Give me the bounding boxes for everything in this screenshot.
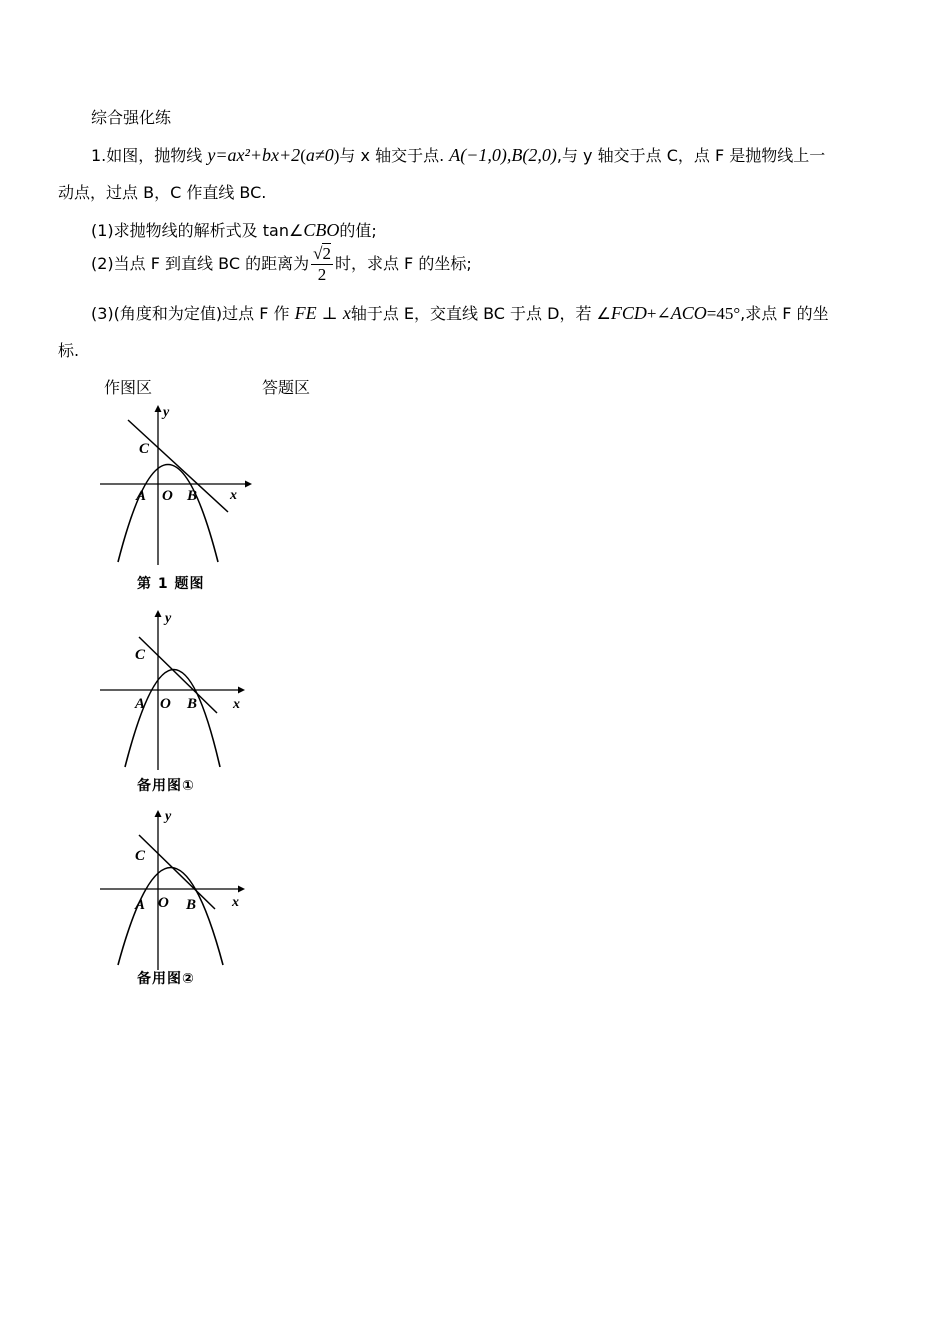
y-label: y (165, 611, 172, 626)
question-3 (91, 303, 829, 324)
origin-label: O (160, 696, 171, 712)
q2-prefix: (2)当点 F 到直线 BC 的距离为 (91, 254, 310, 273)
section-title: 综合强化练 (91, 108, 172, 127)
problem-intro-line: 1.如图，抛物线 y=ax²+bx+2(a≠0)与 x 轴交于点. A(−1,0),B(2,0),与 y 轴交于点 C，点 F 是抛物线上一 (91, 145, 826, 165)
line-bc (139, 637, 217, 713)
x-label: x (232, 895, 239, 910)
point-c-label: C (139, 441, 150, 457)
point-b-label: B (187, 696, 198, 712)
figure-1-caption: 第 1 题图 (137, 576, 205, 592)
intro-text-1: 1.如图，抛物线 (91, 146, 203, 165)
point-a-label: A (136, 488, 147, 504)
q3-fe: FE (294, 303, 317, 323)
sqrt2-over-2-fraction: $\frac{√2}{2}$ (313, 244, 331, 284)
problem-intro-line-2: 动点，过点 B，C 作直线 BC. (58, 183, 267, 202)
x-label: x (233, 697, 240, 712)
q2-frac-num: 2 (322, 244, 331, 263)
intro-text-2: 与 x 轴交于点. (339, 146, 445, 165)
intro-text-3: ,与 y 轴交于点 C，点 F 是抛物线上一 (556, 146, 826, 165)
point-c-label: C (135, 848, 146, 864)
parabola (125, 670, 220, 768)
parabola (118, 868, 223, 966)
parabola (118, 465, 218, 563)
y-axis-arrow (155, 610, 162, 617)
q1-suffix: 的值; (339, 221, 377, 240)
origin-label: O (162, 488, 173, 504)
q3-suffix: ,求点 F 的坐 (740, 304, 829, 323)
x-axis-arrow (238, 886, 245, 893)
q3-mid: 轴于点 E，交直线 BC 于点 D，若 ∠ (350, 304, 611, 323)
x-axis-arrow (245, 481, 252, 488)
q3-fcd: FCD (610, 303, 647, 323)
figure-1-graph (95, 400, 255, 570)
q3-eq: =45° (706, 304, 741, 323)
point-c-label: C (135, 647, 146, 663)
figure-3-graph (95, 805, 255, 975)
point-a-label: A (135, 897, 146, 913)
x-label: x (230, 488, 237, 503)
figure-3-caption: 备用图② (137, 971, 195, 987)
q3-prefix: (3)(角度和为定值)过点 F 作 (91, 304, 290, 323)
origin-label: O (158, 895, 169, 911)
x-axis-arrow (238, 687, 245, 694)
y-axis-arrow (155, 810, 162, 817)
figure-2-caption: 备用图① (137, 778, 195, 794)
q1-prefix: (1)求抛物线的解析式及 tan∠ (91, 221, 304, 240)
q3-x: x (342, 303, 351, 323)
equation: y=ax²+bx+2 (207, 145, 301, 165)
line-bc (139, 835, 215, 909)
y-axis-arrow (155, 405, 162, 412)
question-2 (91, 238, 472, 290)
draw-area-label: 作图区 (104, 378, 153, 397)
question-3-end: 标. (58, 341, 80, 360)
y-label: y (163, 405, 170, 420)
answer-area-label: 答题区 (262, 378, 311, 397)
y-label: y (165, 809, 172, 824)
point-a-label: A (135, 696, 146, 712)
q2-frac-den: 2 (317, 265, 327, 284)
condition: a≠0 (305, 145, 334, 165)
point-b-label: B (186, 897, 197, 913)
q1-math: CBO (303, 220, 340, 240)
points-ab: A(−1,0),B(2,0) (449, 145, 557, 165)
point-b-label: B (187, 488, 198, 504)
q3-aco: ACO (670, 303, 707, 323)
figure-2-graph (95, 605, 255, 775)
q3-perp: ⊥ (321, 304, 338, 323)
q2-suffix: 时，求点 F 的坐标; (334, 254, 472, 273)
q3-plus: +∠ (646, 304, 671, 323)
